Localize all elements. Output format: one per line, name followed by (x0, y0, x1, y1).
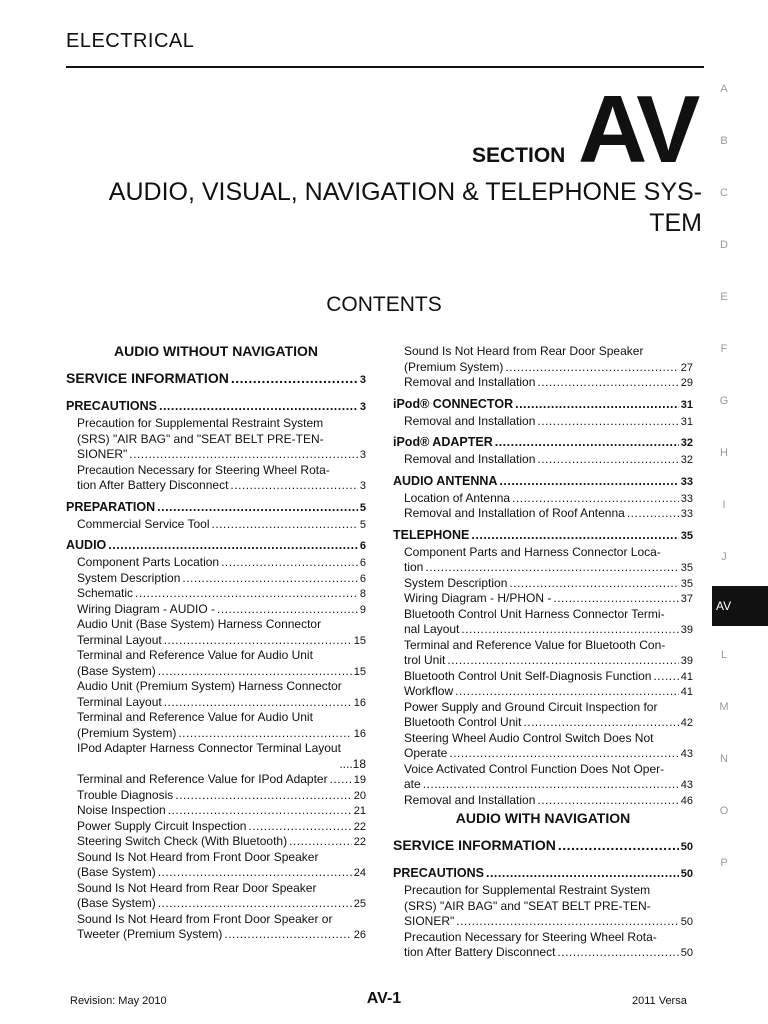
toc-page-number: 33 (680, 492, 693, 505)
toc-page-number: 29 (680, 377, 693, 389)
toc-page-number: 33 (680, 475, 693, 488)
toc-leader-dots (523, 714, 678, 730)
toc-entry-label: ate (404, 777, 421, 791)
toc-leader-dots (164, 632, 352, 648)
toc-entry-continuation: ....18 (339, 756, 366, 771)
toc-page-number: 25 (353, 898, 366, 910)
toc-entry-label: tion After Battery Disconnect (404, 945, 556, 959)
contents-heading: CONTENTS (326, 293, 442, 316)
toc-entry-label: TELEPHONE (393, 527, 470, 542)
toc-entry-label: Operate (404, 746, 448, 760)
toc-entry-label: Commercial Service Tool (77, 516, 210, 531)
toc-page-number: 6 (359, 540, 366, 552)
toc-entry (393, 714, 693, 730)
toc-page-number: 43 (680, 748, 693, 760)
toc-entry (393, 652, 693, 668)
toc-leader-dots (461, 621, 678, 637)
toc-entry (393, 490, 693, 506)
toc-leader-dots (627, 505, 679, 521)
toc-entry-label: Removal and Installation (404, 413, 536, 428)
toc-page-number: 5 (359, 518, 366, 531)
toc-entry-label: System Description (404, 575, 508, 590)
toc-leader-dots (330, 771, 352, 787)
toc-entry-text: Precaution for Supplemental Restraint System (77, 416, 324, 430)
toc-page-number: 22 (353, 836, 366, 848)
toc-entry-label: Removal and Installation (404, 792, 536, 807)
toc-page-number: 27 (680, 361, 693, 374)
toc-leader-dots (158, 864, 352, 880)
section-title-line-2: TEM (649, 209, 702, 237)
toc-page-number: 9 (359, 603, 366, 616)
toc-entry-text: Terminal and Reference Value for Audio Unit (77, 648, 313, 662)
toc-group-heading: AUDIO WITHOUT NAVIGATION (113, 343, 319, 359)
toc-entry-label: (Premium System) (404, 359, 504, 374)
toc-entry (66, 725, 366, 741)
section-index-letter: E (720, 291, 728, 303)
toc-leader-dots (178, 725, 351, 741)
toc-entry (393, 683, 693, 699)
toc-entry (393, 776, 693, 792)
toc-page-number: 6 (359, 557, 366, 569)
toc-page-number: 31 (680, 398, 693, 411)
toc-entry-label: SIONER" (404, 914, 455, 928)
toc-entry-label: Steering Switch Check (With Bluetooth) (77, 834, 288, 848)
toc-leader-dots (505, 359, 678, 375)
toc-entry (66, 570, 366, 586)
toc-entry-text: Sound Is Not Heard from Rear Door Speaker (404, 344, 644, 358)
toc-leader-dots (456, 913, 678, 929)
section-index-letter: A (720, 83, 728, 95)
toc-entry-label: Trouble Diagnosis (77, 787, 174, 802)
toc-entry-text: Precaution Necessary for Steering Wheel Rota- (77, 462, 330, 477)
toc-entry (393, 575, 693, 591)
toc-page-number: 35 (680, 562, 693, 574)
toc-entry-text: IPod Adapter Harness Connector Terminal Layout (77, 741, 341, 755)
section-word: SECTION (472, 144, 566, 167)
toc-entry-label: System Description (77, 570, 181, 585)
toc-page-number: 35 (680, 577, 693, 590)
toc-page-number: 8 (359, 588, 366, 600)
toc-entry-text: Bluetooth Control Unit Harness Connector Termi- (404, 606, 665, 621)
footer-revision: Revision: May 2010 (70, 995, 167, 1007)
toc-entry (393, 359, 693, 375)
section-index-letter: L (720, 649, 728, 661)
toc-entry-label: Wiring Diagram - AUDIO - (77, 601, 216, 616)
toc-page-number: 41 (680, 670, 693, 683)
toc-entry-label: Workflow (404, 684, 454, 698)
toc-leader-dots (108, 537, 358, 553)
toc-leader-dots (447, 652, 678, 668)
toc-page-number: 50 (680, 947, 693, 959)
toc-entry (66, 864, 366, 880)
toc-leader-dots (537, 792, 678, 808)
toc-entry-text: (SRS) "AIR BAG" and "SEAT BELT PRE-TEN- (77, 431, 324, 446)
toc-entry (393, 374, 693, 390)
toc-leader-dots (537, 451, 678, 467)
toc-page-number: 31 (680, 415, 693, 428)
toc-leader-dots (157, 499, 358, 515)
toc-entry-text: (SRS) "AIR BAG" and "SEAT BELT PRE-TEN- (404, 898, 651, 913)
toc-leader-dots (230, 477, 357, 493)
toc-entry (393, 590, 693, 606)
toc-entry-label: Tweeter (Premium System) (77, 927, 223, 941)
toc-chapter-heading (393, 527, 693, 543)
toc-page-number: 21 (353, 805, 366, 817)
toc-entry (66, 802, 366, 818)
footer-page-number: AV-1 (366, 990, 402, 1007)
toc-page-number: 50 (680, 841, 693, 853)
toc-entry (393, 913, 693, 929)
toc-leader-dots (159, 398, 358, 414)
toc-entry (393, 559, 693, 575)
toc-leader-dots (537, 413, 678, 429)
section-index-letter: C (720, 187, 728, 199)
toc-page-number: 35 (680, 529, 693, 542)
toc-chapter-heading (393, 434, 693, 450)
toc-leader-dots (557, 944, 678, 960)
toc-chapter-heading (393, 865, 693, 881)
toc-entry-text: Terminal and Reference Value for Audio Unit (77, 710, 313, 724)
toc-group-heading: AUDIO WITH NAVIGATION (455, 810, 631, 826)
toc-entry-label: Removal and Installation of Roof Antenna (404, 506, 625, 520)
toc-leader-dots (499, 473, 678, 489)
toc-page-number: 32 (680, 437, 693, 449)
section-title (66, 177, 702, 239)
toc-entry-text: Terminal and Reference Value for Bluetooth Con- (404, 637, 666, 652)
header-rule (66, 66, 704, 68)
toc-entry (393, 505, 693, 521)
toc-leader-dots (135, 585, 358, 601)
toc-entry-label: (Base System) (77, 663, 156, 678)
toc-entry (66, 771, 366, 787)
toc-page-number: 19 (353, 774, 366, 786)
toc-leader-dots (129, 446, 358, 462)
toc-leader-dots (182, 570, 358, 586)
toc-page-number: 50 (680, 868, 693, 880)
toc-page-number: 3 (359, 449, 366, 461)
section-letters: AV (578, 76, 697, 183)
toc-page-number: 24 (353, 867, 366, 879)
section-index-letter: P (720, 857, 728, 869)
toc-entry-label: AUDIO ANTENNA (393, 473, 498, 488)
section-index-letter: B (720, 135, 728, 147)
toc-entry-text: Precaution Necessary for Steering Wheel Rota- (404, 929, 657, 944)
toc-entry-label: SIONER" (77, 447, 128, 461)
toc-page-number: 39 (680, 655, 693, 667)
toc-chapter-heading (393, 473, 693, 489)
toc-entry-label: SERVICE INFORMATION (393, 837, 556, 853)
toc-entry (66, 926, 366, 942)
toc-page-number: 37 (680, 593, 693, 605)
toc-entry (66, 477, 366, 493)
toc-entry (66, 632, 366, 648)
toc-entry-text: Audio Unit (Base System) Harness Connector (77, 617, 322, 631)
toc-entry (393, 668, 693, 684)
section-index-letter: G (719, 395, 729, 407)
header-title: ELECTRICAL (66, 30, 195, 52)
toc-leader-dots (537, 374, 678, 390)
section-index-letter: M (719, 701, 729, 713)
toc-entry (393, 451, 693, 467)
toc-entry-label: Terminal Layout (77, 694, 162, 709)
toc-page-number: 33 (680, 508, 693, 520)
toc-entry (393, 621, 693, 637)
toc-entry (66, 585, 366, 601)
toc-page-number: 22 (353, 820, 366, 833)
toc-entry (66, 818, 366, 834)
toc-leader-dots (168, 802, 352, 818)
toc-page-number: 43 (680, 779, 693, 791)
toc-entry-text: Power Supply and Ground Circuit Inspection for (404, 699, 658, 714)
toc-page-number: 3 (359, 401, 366, 413)
toc-entry-text: Sound Is Not Heard from Rear Door Speaker (77, 880, 317, 895)
toc-entry-label: PREPARATION (66, 499, 156, 514)
section-index-letter: D (720, 239, 728, 251)
toc-entry-label: (Base System) (77, 865, 156, 879)
toc-entry-text: Component Parts and Harness Connector Loca- (404, 544, 661, 559)
toc-page-number: 5 (359, 501, 366, 514)
section-index-letter: I (722, 499, 726, 511)
toc-entry-label: Removal and Installation (404, 452, 536, 466)
toc-leader-dots (558, 837, 679, 853)
toc-entry (66, 895, 366, 911)
toc-chapter-heading (393, 396, 693, 412)
toc-entry (66, 516, 366, 532)
toc-entry-text: Steering Wheel Audio Control Switch Does Not (404, 730, 654, 745)
toc-entry-label: nal Layout (404, 622, 460, 636)
toc-chapter-heading (66, 499, 366, 515)
toc-page-number: 46 (680, 794, 693, 807)
toc-page-number: 42 (680, 717, 693, 729)
toc-page-number: 50 (680, 916, 693, 928)
toc-leader-dots (221, 554, 358, 570)
section-index-letter: N (720, 753, 728, 765)
toc-leader-dots (423, 776, 679, 792)
toc-entry-label: Component Parts Location (77, 555, 220, 569)
toc-leader-dots (217, 601, 358, 617)
toc-entry-label: Terminal and Reference Value for IPod Adapter (77, 772, 328, 786)
toc-leader-dots (158, 663, 352, 679)
toc-page-number: 20 (353, 789, 366, 802)
toc-leader-dots (495, 434, 679, 450)
toc-page-number: 41 (680, 686, 693, 698)
toc-entry-label: Power Supply Circuit Inspection (77, 818, 247, 833)
toc-entry (66, 787, 366, 803)
toc-entry-label: PRECAUTIONS (66, 399, 157, 413)
toc-leader-dots (512, 490, 679, 506)
toc-service-heading (393, 837, 693, 853)
toc-page-number: 39 (680, 624, 693, 636)
toc-page-number: 32 (680, 454, 693, 466)
footer-model: 2011 Versa (632, 995, 687, 1007)
section-index-letter: H (720, 447, 728, 459)
toc-entry-label: (Premium System) (77, 725, 177, 740)
toc-leader-dots (289, 833, 352, 849)
toc-entry-label: tion (404, 560, 424, 574)
toc-leader-dots (425, 559, 678, 575)
toc-entry-text: Sound Is Not Heard from Front Door Speaker (77, 849, 319, 864)
toc-leader-dots (653, 668, 678, 684)
toc-leader-dots (164, 694, 352, 710)
toc-entry-label: iPod® ADAPTER (393, 435, 493, 449)
toc-leader-dots (224, 926, 351, 942)
toc-chapter-heading (66, 398, 366, 414)
toc-page-number: 16 (353, 727, 366, 740)
toc-entry-label: (Base System) (77, 896, 156, 910)
section-index-letter: O (719, 805, 729, 817)
toc-entry (66, 601, 366, 617)
toc-chapter-heading (66, 537, 366, 553)
toc-entry (393, 944, 693, 960)
toc-entry-text: Precaution for Supplemental Restraint System (404, 883, 651, 897)
toc-entry (66, 833, 366, 849)
toc-leader-dots (515, 396, 679, 412)
section-index-active-tab: AV (712, 586, 768, 626)
toc-page-number: 16 (353, 696, 366, 709)
toc-leader-dots (471, 527, 678, 543)
toc-entry-label: trol Unit (404, 653, 446, 667)
toc-leader-dots (509, 575, 678, 591)
toc-entry-label: Terminal Layout (77, 632, 162, 647)
toc-entry (66, 446, 366, 462)
toc-entry-text: Audio Unit (Premium System) Harness Connector (77, 679, 342, 693)
toc-page-number: 15 (353, 634, 366, 647)
section-title-line-1: AUDIO, VISUAL, NAVIGATION & TELEPHONE SYS- (108, 178, 702, 206)
toc-entry-label: AUDIO (66, 538, 107, 552)
section-index-letter: F (720, 343, 728, 355)
toc-entry-label: Location of Antenna (404, 490, 511, 505)
toc-entry-label: Bluetooth Control Unit Self-Diagnosis Function (404, 668, 652, 683)
toc-entry-text: Voice Activated Control Function Does Not Oper- (404, 761, 665, 776)
toc-entry-label: Removal and Installation (404, 375, 536, 389)
toc-entry (393, 413, 693, 429)
toc-leader-dots (248, 818, 351, 834)
toc-service-heading (66, 370, 366, 386)
toc-entry-label: Wiring Diagram - H/PHON - (404, 591, 552, 605)
toc-entry-label: Noise Inspection (77, 803, 166, 817)
toc-entry-label: Bluetooth Control Unit (404, 715, 522, 729)
toc-leader-dots (212, 516, 358, 532)
toc-page-number: 26 (353, 929, 366, 941)
toc-entry-label: iPod® CONNECTOR (393, 396, 514, 411)
toc-leader-dots (231, 370, 358, 386)
section-index-letter: J (721, 551, 727, 563)
toc-entry (66, 663, 366, 679)
toc-leader-dots (449, 745, 678, 761)
toc-entry (393, 745, 693, 761)
toc-leader-dots (486, 865, 679, 881)
toc-leader-dots (553, 590, 678, 606)
toc-entry-label: Schematic (77, 586, 134, 600)
toc-leader-dots (158, 895, 352, 911)
toc-page-number: 3 (359, 480, 366, 492)
toc-entry-label: SERVICE INFORMATION (66, 370, 229, 386)
toc-entry (393, 792, 693, 808)
toc-entry-label: tion After Battery Disconnect (77, 478, 229, 492)
toc-entry-label: PRECAUTIONS (393, 866, 484, 880)
toc-leader-dots (175, 787, 351, 803)
toc-page-number: 15 (353, 665, 366, 678)
toc-entry (66, 694, 366, 710)
toc-leader-dots (455, 683, 679, 699)
toc-page-number: 6 (359, 572, 366, 585)
toc-page-number: 3 (359, 374, 366, 386)
toc-entry (66, 554, 366, 570)
toc-entry-text: Sound Is Not Heard from Front Door Speaker or (77, 911, 333, 926)
